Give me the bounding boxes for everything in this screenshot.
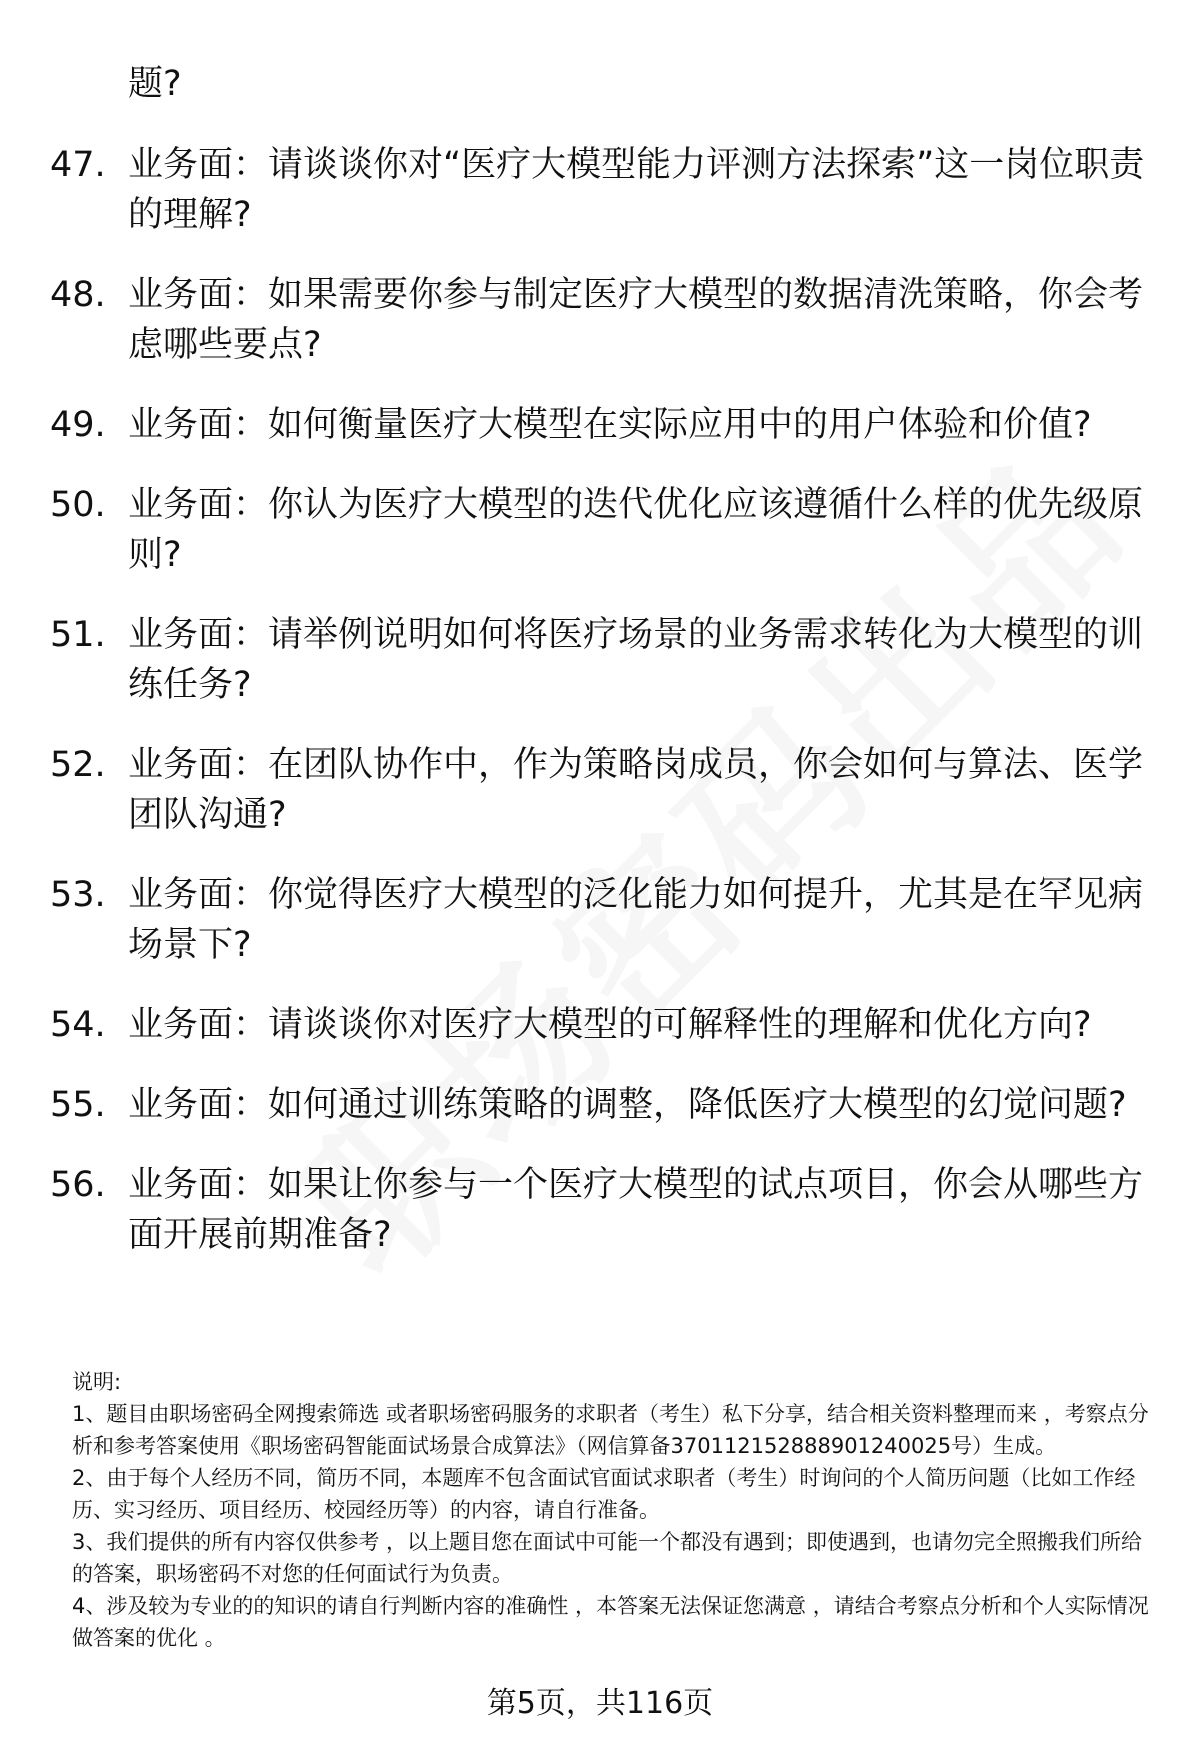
note-item: 4、涉及较为专业的的知识的请自行判断内容的准确性 ，本答案无法保证您满意 ，请结合考察点分析和个人实际情况做答案的优化 。: [72, 1594, 1149, 1650]
notes-section: [72, 1366, 1152, 1654]
question-text: 业务面：请谈谈你对医疗大模型的可解释性的理解和优化方向?: [128, 1005, 1092, 1045]
question-text: 业务面：如果让你参与一个医疗大模型的试点项目，你会从哪些方面开展前期准备?: [128, 1165, 1144, 1255]
question-item: [50, 740, 1150, 840]
note-item: 2、由于每个人经历不同，简历不同，本题库不包含面试官面试求职者（考生）时询问的个人简历问题（比如工作经历、实习经历、项目经历、校园经历等）的内容，请自行准备。: [72, 1466, 1136, 1522]
question-number: 48.: [50, 275, 106, 315]
question-number: 53.: [50, 875, 106, 915]
question-item: [50, 1160, 1150, 1260]
question-number: 56.: [50, 1165, 106, 1205]
question-text: 业务面：在团队协作中，作为策略岗成员，你会如何与算法、医学团队沟通?: [128, 745, 1144, 835]
question-number: 49.: [50, 405, 106, 445]
question-item: [50, 400, 1150, 450]
question-number: 55.: [50, 1085, 106, 1125]
question-number: 50.: [50, 485, 106, 525]
note-item: 1、题目由职场密码全网搜索筛选 或者职场密码服务的求职者（考生）私下分享，结合相关资料整理而来 ，考察点分析和参考答案使用《职场密码智能面试场景合成算法》（网信算备370112152888901240025号）生成。: [72, 1402, 1149, 1458]
question-item: [50, 610, 1150, 710]
question-item: [50, 1080, 1150, 1130]
question-text: 业务面：请谈谈你对“医疗大模型能力评测方法探索”这一岗位职责的理解?: [128, 145, 1145, 235]
question-text: 业务面：如果需要你参与制定医疗大模型的数据清洗策略，你会考虑哪些要点?: [128, 275, 1144, 365]
question-item: [50, 870, 1150, 970]
question-number: 52.: [50, 745, 106, 785]
question-text: 业务面：请举例说明如何将医疗场景的业务需求转化为大模型的训练任务?: [128, 615, 1144, 705]
question-text: 业务面：如何衡量医疗大模型在实际应用中的用户体验和价值?: [128, 405, 1092, 445]
question-continuation: 题?: [128, 64, 182, 104]
note-item: 3、我们提供的所有内容仅供参考 ，以上题目您在面试中可能一个都没有遇到；即使遇到，也请勿完全照搬我们所给的答案，职场密码不对您的任何面试行为负责。: [72, 1530, 1143, 1586]
question-item: [50, 270, 1150, 370]
question-item: [50, 480, 1150, 580]
question-text: 业务面：你觉得医疗大模型的泛化能力如何提升，尤其是在罕见病场景下?: [128, 875, 1144, 965]
notes-title: 说明:: [72, 1370, 122, 1394]
question-list: [50, 140, 1150, 1290]
question-number: 51.: [50, 615, 106, 655]
question-number: 47.: [50, 145, 106, 185]
page-footer: 第5页，共116页: [486, 1686, 714, 1721]
question-item: [50, 140, 1150, 240]
question-text: 业务面：如何通过训练策略的调整，降低医疗大模型的幻觉问题?: [128, 1085, 1127, 1125]
question-item: [50, 1000, 1150, 1050]
question-text: 业务面：你认为医疗大模型的迭代优化应该遵循什么样的优先级原则?: [128, 485, 1144, 575]
question-number: 54.: [50, 1005, 106, 1045]
